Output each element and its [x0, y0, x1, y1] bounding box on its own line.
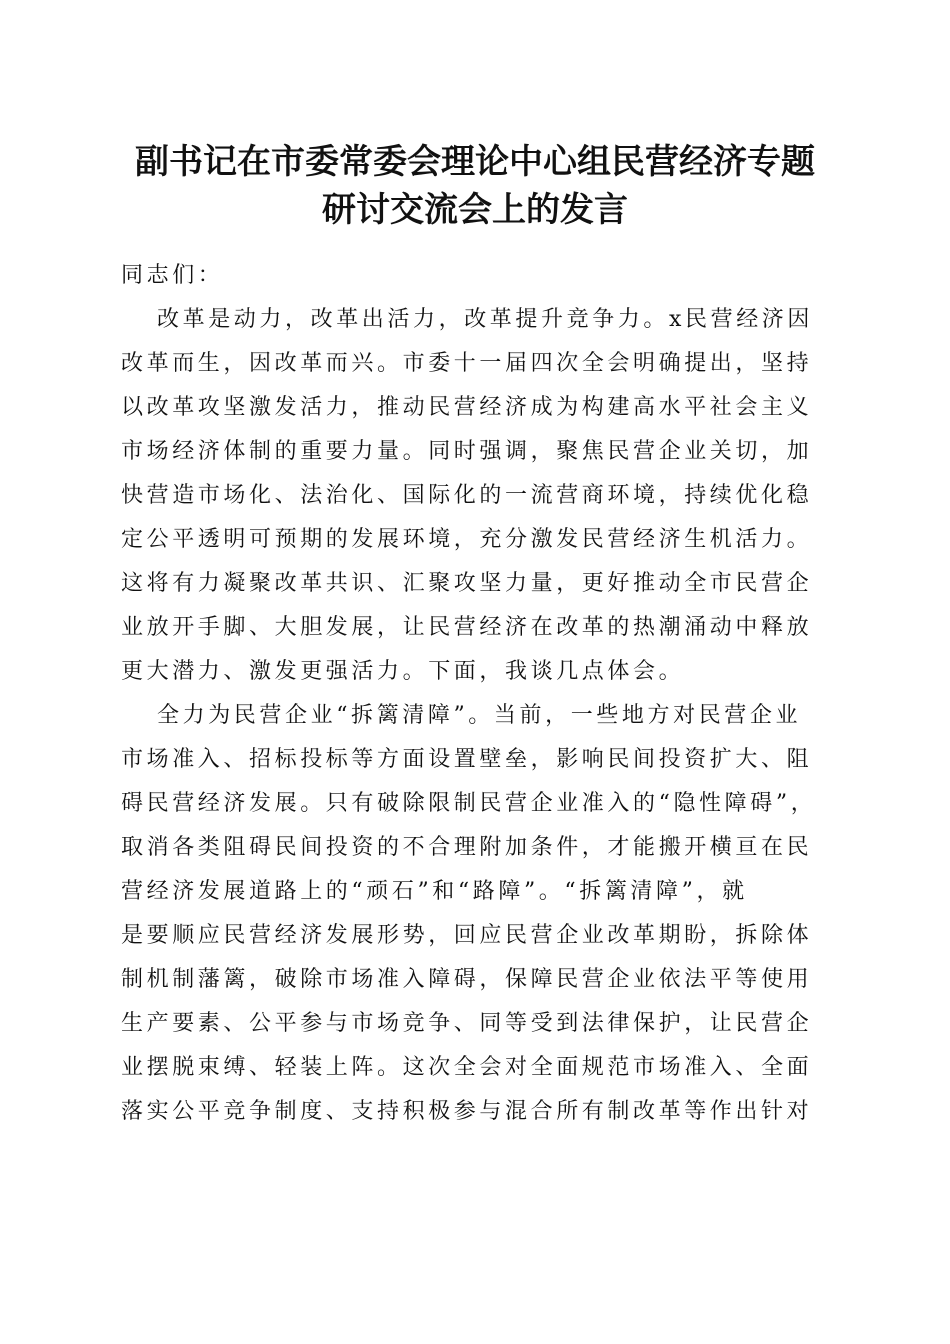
paragraph-line: 更大潜力、激发更强活力。下面，我谈几点体会。	[121, 659, 685, 684]
paragraph-line: 落实公平竞争制度、支持积极参与混合所有制改革等作出针对	[121, 1099, 813, 1124]
paragraph-line: 制机制藩篱，破除市场准入障碍，保障民营企业依法平等使用	[121, 967, 813, 992]
title-line: 副书记在市委常委会理论中心组民营经济专题	[135, 142, 815, 182]
document-title	[110, 138, 840, 234]
paragraph-line: 市场经济体制的重要力量。同时强调，聚焦民营企业关切，加	[121, 439, 813, 464]
paragraph-1	[121, 298, 833, 694]
paragraph-line: 改革是动力，改革出活力，改革提升竞争力。x民营经济因	[157, 307, 814, 332]
paragraph-line: 业放开手脚、大胆发展，让民营经济在改革的热潮涌动中释放	[121, 615, 813, 640]
paragraph-line: 取消各类阻碍民间投资的不合理附加条件，才能搬开横亘在民	[121, 835, 813, 860]
paragraph-line: 快营造市场化、法治化、国际化的一流营商环境，持续优化稳	[121, 483, 813, 508]
paragraph-line: 这将有力凝聚改革共识、汇聚攻坚力量，更好推动全市民营企	[121, 571, 813, 596]
paragraph-line: 全力为民营企业“拆篱清障”。当前，一些地方对民营企业	[157, 703, 802, 728]
paragraph-line: 业摆脱束缚、轻装上阵。这次全会对全面规范市场准入、全面	[121, 1055, 813, 1080]
paragraph-line: 是要顺应民营经济发展形势，回应民营企业改革期盼，拆除体	[121, 923, 813, 948]
paragraph-line: 改革而生，因改革而兴。市委十一届四次全会明确提出，坚持	[121, 351, 813, 376]
title-line: 研讨交流会上的发言	[322, 190, 628, 230]
paragraph-line: 市场准入、招标投标等方面设置壁垒，影响民间投资扩大、阻	[121, 747, 813, 772]
paragraph-2	[121, 694, 833, 1134]
paragraph-line: 定公平透明可预期的发展环境，充分激发民营经济生机活力。	[121, 527, 813, 552]
paragraph-line: 营经济发展道路上的“顽石”和“路障”。“拆篱清障”，就	[121, 879, 748, 904]
paragraph-line: 生产要素、公平参与市场竞争、同等受到法律保护，让民营企	[121, 1011, 813, 1036]
paragraph-line: 以改革攻坚激发活力，推动民营经济成为构建高水平社会主义	[121, 395, 813, 420]
salutation: 同志们：	[121, 263, 224, 288]
document-body	[121, 254, 833, 1134]
paragraph-line: 碍民营经济发展。只有破除限制民营企业准入的“隐性障碍”，	[121, 791, 817, 816]
